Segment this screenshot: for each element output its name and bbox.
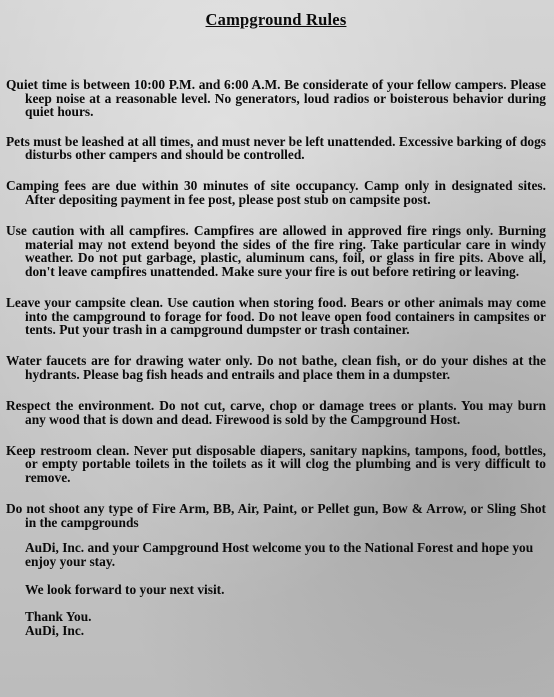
closing-look-forward: We look forward to your next visit. xyxy=(25,582,225,598)
rule-quiet-time: Quiet time is between 10:00 P.M. and 6:00 A.M. Be considerate of your fellow campers. Please keep noise at a reasonable level. No generators, loud radios or boisterous behavior during quiet hours. xyxy=(6,77,546,120)
page-title: Campground Rules xyxy=(205,10,347,29)
rule-campfires: Use caution with all campfires. Campfires are allowed in approved fire rings only. Burning material may not extend beyond the sides of the fire ring. Take particular care in windy weather. Do not put garbage, plastic, aluminum cans, foil, or glass in fire pits. Above all, don't leave campfires unattended. Make sure your fire is out before retiring or leaving. xyxy=(6,223,546,279)
rule-pets: Pets must be leashed at all times, and must never be left unattended. Excessive barking of dogs disturbs other campers and should be controlled. xyxy=(6,133,546,163)
rule-restroom: Keep restroom clean. Never put disposable diapers, sanitary napkins, tampons, food, bottles, or empty portable toilets in the toilets as it will clog the plumbing and is very difficult to remove. xyxy=(6,442,546,485)
rule-no-shooting: Do not shoot any type of Fire Arm, BB, Air, Paint, or Pellet gun, Bow & Arrow, or Sling Shot in the campgrounds xyxy=(6,500,546,530)
rule-camping-fees: Camping fees are due within 30 minutes of site occupancy. Camp only in designated sites. After depositing payment in fee post, please post stub on campsite post. xyxy=(6,178,546,208)
rule-campsite-clean: Leave your campsite clean. Use caution when storing food. Bears or other animals may come into the campground to forage for food. Do not leave open food containers in campsites or tents. Put your trash in a campground dumpster or trash container. xyxy=(6,295,546,338)
rule-water-faucets: Water faucets are for drawing water only. Do not bathe, clean fish, or do your dishes at the hydrants. Please bag fish heads and entrails and place them in a dumpster. xyxy=(6,353,546,382)
closing-signature: AuDi, Inc. xyxy=(25,622,85,638)
closing-welcome: AuDi, Inc. and your Campground Host welcome you to the National Forest and hope you enjoy your stay. xyxy=(25,540,534,569)
closing-thanks: Thank You. xyxy=(25,608,92,624)
rule-environment: Respect the environment. Do not cut, carve, chop or damage trees or plants. You may burn any wood that is down and dead. Firewood is sold by the Campground Host. xyxy=(6,398,546,427)
